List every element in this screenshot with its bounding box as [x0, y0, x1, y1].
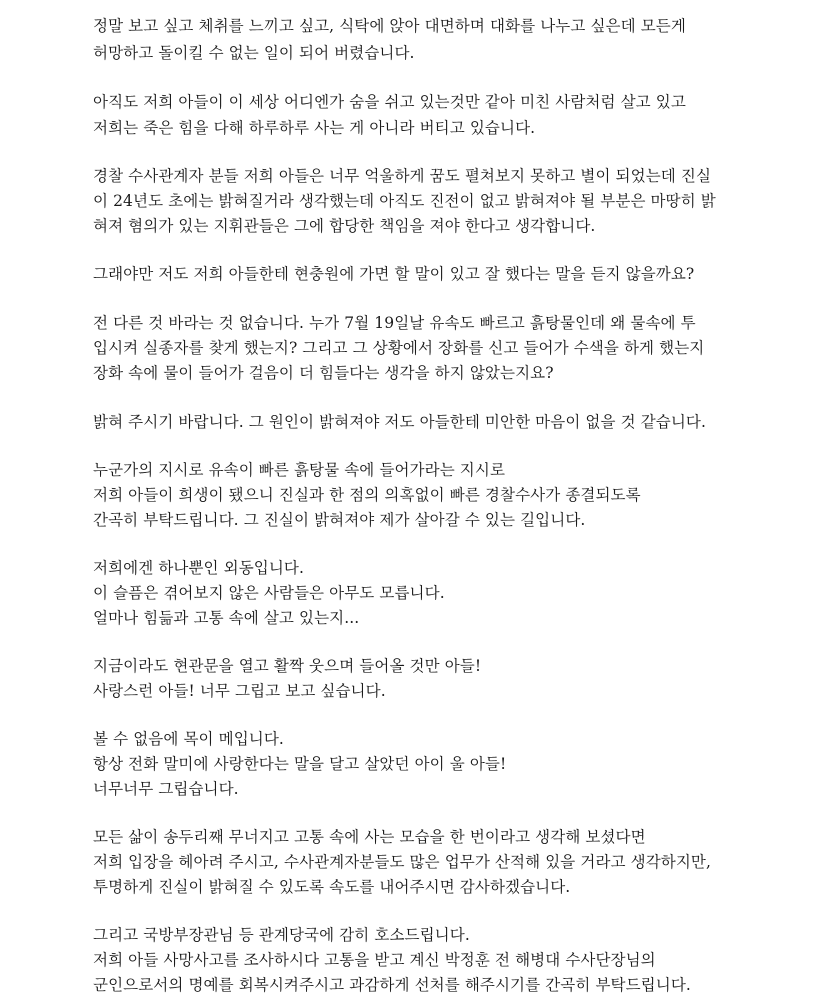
letter-line: 너무너무 그립습니다.: [93, 780, 239, 798]
letter-line: 그리고 국방부장관님 등 관계당국에 감히 호소드립니다.: [93, 926, 470, 944]
letter-line: 경찰 수사관계자 분들 저희 아들은 너무 억울하게 꿈도 펼쳐보지 못하고 별이 되었는데 진실: [93, 167, 712, 185]
letter-line: 전 다른 것 바라는 것 없습니다. 누가 7월 19일날 유속도 빠르고 흙탕물인데 왜 물속에 투: [93, 314, 696, 332]
letter-line: 이 24년도 초에는 밝혀질거라 생각했는데 아직도 진전이 없고 밝혀져야 될 부분은 마땅히 밝: [93, 192, 716, 210]
letter-line: 지금이라도 현관문을 열고 활짝 웃으며 들어올 것만 아들!: [93, 657, 482, 675]
letter-line: 투명하게 진실이 밝혀질 수 있도록 속도를 내어주시면 감사하겠습니다.: [93, 878, 571, 896]
letter-line: 허망하고 돌이킬 수 없는 일이 되어 버렸습니다.: [93, 44, 415, 62]
letter-line: 사랑스런 아들! 너무 그립고 보고 싶습니다.: [93, 682, 386, 700]
letter-line: 누군가의 지시로 유속이 빠른 흙탕물 속에 들어가라는 지시로: [93, 461, 506, 479]
letter-line: 아직도 저희 아들이 이 세상 어디엔가 숨을 쉬고 있는것만 같아 미친 사람처럼 살고 있고: [93, 93, 686, 111]
letter-line: 저희 아들이 희생이 됐으니 진실과 한 점의 의혹없이 빠른 경찰수사가 종결되도록: [93, 486, 641, 504]
letter-line: 얼마나 힘듦과 고통 속에 살고 있는지...: [93, 609, 360, 627]
letter-line: 정말 보고 싶고 체취를 느끼고 싶고, 식탁에 앉아 대면하며 대화를 나누고 싶은데 모든게: [93, 17, 686, 35]
letter-line: 모든 삶이 송두리째 무너지고 고통 속에 사는 모습을 한 번이라고 생각해 보셨다면: [93, 828, 646, 846]
letter-line: 이 슬픔은 겪어보지 않은 사람들은 아무도 모릅니다.: [93, 584, 445, 602]
letter-line: 항상 전화 말미에 사랑한다는 말을 달고 살았던 아이 울 아들!: [93, 755, 507, 773]
letter-line: 저희 아들 사망사고를 조사하시다 고통을 받고 계신 박정훈 전 해병대 수사단장님의: [93, 951, 656, 969]
letter-line: 저희에겐 하나뿐인 외동입니다.: [93, 559, 305, 577]
letter-line: 혀져 혐의가 있는 지휘관들은 그에 합당한 책임을 져야 한다고 생각합니다.: [93, 217, 596, 235]
letter-line: 저희는 죽은 힘을 다해 하루하루 사는 게 아니라 버티고 있습니다.: [93, 119, 536, 137]
letter-line: 그래야만 저도 저희 아들한테 현충원에 가면 할 말이 있고 잘 했다는 말을 듣지 않을까요?: [93, 265, 695, 283]
letter-line: 간곡히 부탁드립니다. 그 진실이 밝혀져야 제가 살아갈 수 있는 길입니다.: [93, 511, 586, 529]
letter-line: 군인으로서의 명예를 회복시켜주시고 과감하게 선처를 해주시기를 간곡히 부탁드립니다.: [93, 976, 691, 994]
letter-line: 장화 속에 물이 들어가 걸음이 더 힘들다는 생각을 하지 않았는지요?: [93, 364, 554, 382]
letter-line: 볼 수 없음에 목이 메입니다.: [93, 730, 284, 748]
letter-line: 밝혀 주시기 바랍니다. 그 원인이 밝혀져야 저도 아들한테 미안한 마음이 없을 것 같습니다.: [93, 413, 707, 431]
letter-line: 저희 입장을 헤아려 주시고, 수사관계자분들도 많은 업무가 산적해 있을 거라고 생각하지만,: [93, 853, 712, 871]
letter-line: 입시켜 실종자를 찾게 했는지? 그리고 그 상황에서 장화를 신고 들어가 수색을 하게 했는지: [93, 339, 705, 357]
